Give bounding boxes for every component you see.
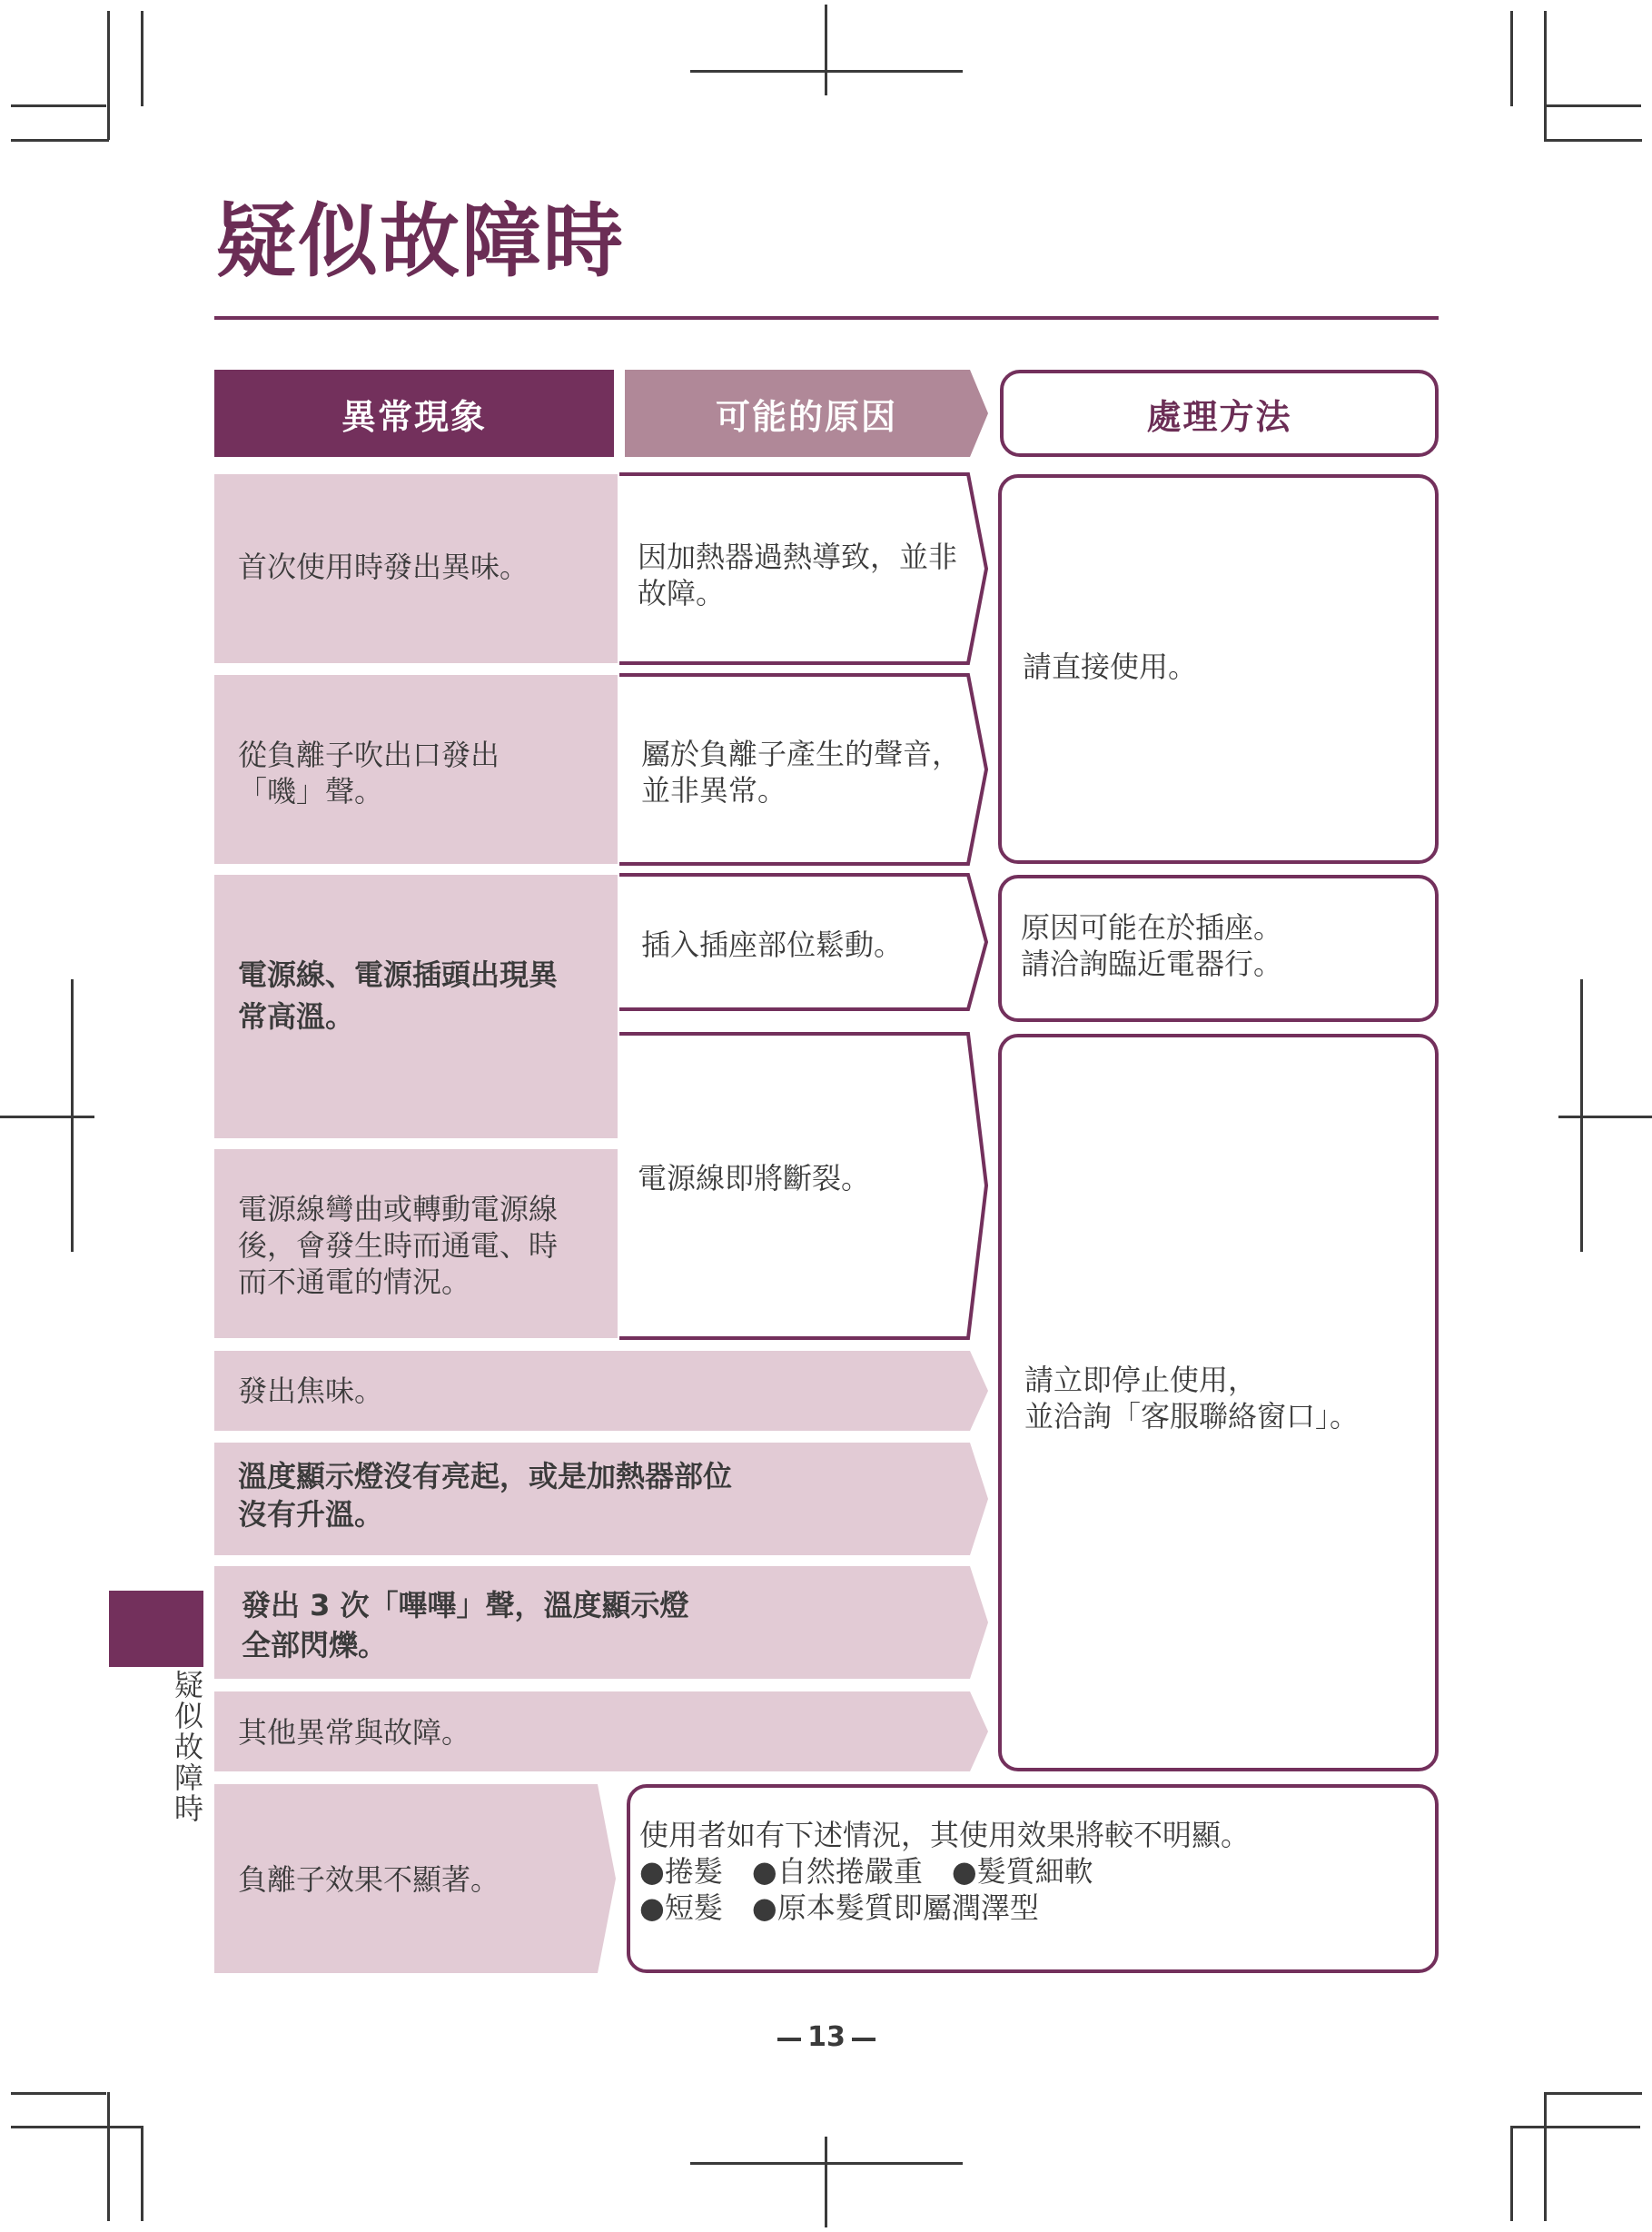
- header-symptom: 異常現象: [214, 370, 614, 457]
- symptom-text: 發出 3 次「嗶嗶」聲，溫度顯示燈 全部閃爍。: [242, 1588, 689, 1662]
- symptom-text: 從負離子吹出口發出 「嘰」聲。: [238, 738, 500, 808]
- header-cause: 可能的原因: [715, 396, 897, 437]
- cause-text: 插入插座部位鬆動。: [641, 928, 904, 962]
- symptom-text: 其他異常與故障。: [238, 1715, 471, 1750]
- remedy-text: 請立即停止使用， 並洽詢「客服聯絡窗口」。: [1024, 1363, 1360, 1433]
- symptom-text: 溫度顯示燈沒有亮起，或是加熱器部位 沒有升溫。: [238, 1459, 733, 1532]
- page-title: 疑似故障時: [216, 194, 626, 288]
- remedy-text: 使用者如有下述情況，其使用效果將較不明顯。 ●捲髮 ●自然捲嚴重 ●髮質細軟 ●短髮 ●原本髮質即屬潤澤型: [639, 1818, 1251, 1925]
- page-number-dash: [852, 2038, 875, 2041]
- cause-text: 因加熱器過熱導致，並非 故障。: [638, 540, 958, 610]
- remedy-text: 請直接使用。: [1023, 650, 1198, 684]
- cause-text: 電源線即將斷裂。: [638, 1161, 871, 1195]
- remedy-text: 原因可能在於插座。 請洽詢臨近電器行。: [1021, 910, 1283, 981]
- symptom-text: 電源線彎曲或轉動電源線 後，會發生時而通電、時 而不通電的情況。: [238, 1192, 559, 1299]
- page-number: 13: [807, 2021, 846, 2053]
- section-tab-label: 疑似故障時: [173, 1668, 203, 1826]
- symptom-text: 發出焦味。: [238, 1374, 384, 1408]
- header-remedy: 處理方法: [1000, 370, 1439, 457]
- cause-text: 屬於負離子產生的聲音， 並非異常。: [641, 737, 962, 808]
- symptom-text: 負離子效果不顯著。: [238, 1862, 500, 1897]
- section-tab: [109, 1591, 203, 1667]
- symptom-text: 電源線、電源插頭出現異 常高溫。: [238, 957, 559, 1034]
- symptom-text: 首次使用時發出異味。: [238, 550, 529, 584]
